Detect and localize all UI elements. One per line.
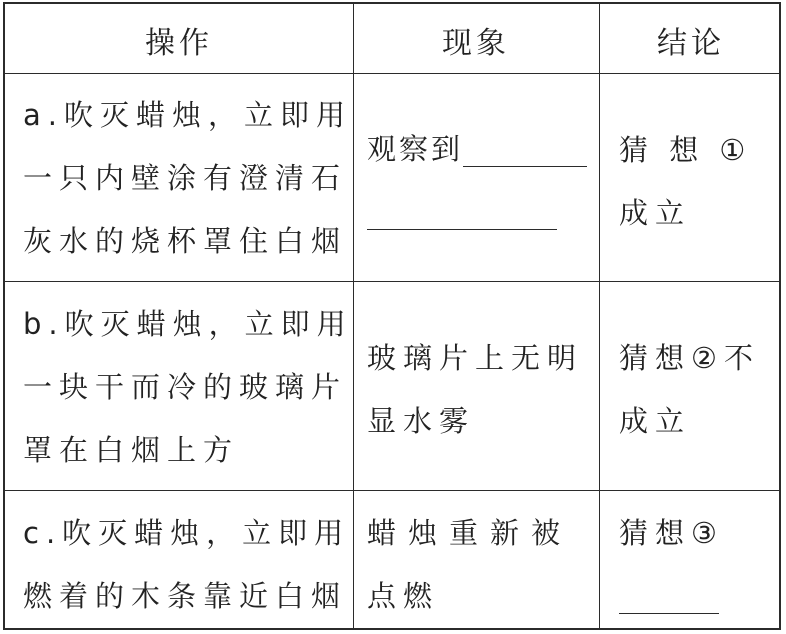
column-divider xyxy=(599,4,600,628)
conclusion-line: 猜 想 ① xyxy=(619,133,752,167)
row-a-conclusion xyxy=(619,119,751,245)
operation-line: 罩在白烟上方 xyxy=(23,433,240,467)
operation-line: b.吹灭蜡烛，立即用 xyxy=(23,307,353,341)
conclusion-line: 成立 xyxy=(619,404,692,438)
header-phenomenon: 现象 xyxy=(442,26,510,61)
row-divider xyxy=(5,281,779,282)
answer-blank xyxy=(463,126,587,167)
row-divider xyxy=(5,73,779,74)
header-operation: 操作 xyxy=(145,26,213,61)
row-divider xyxy=(5,490,779,491)
row-a-phenomenon xyxy=(367,118,587,244)
row-c-operation xyxy=(23,502,350,628)
phenomenon-line: 观察到 xyxy=(367,132,464,166)
row-b-phenomenon xyxy=(367,327,583,453)
row-b-operation xyxy=(23,293,353,482)
conclusion-line: 猜想②不 xyxy=(619,341,760,375)
operation-line: 一只内壁涂有澄清石 xyxy=(23,161,348,195)
operation-line: 灰水的烧杯罩住白烟 xyxy=(23,224,348,258)
operation-line: c.吹灭蜡烛，立即用 xyxy=(23,516,351,550)
row-b-conclusion xyxy=(619,327,760,453)
header-conclusion: 结论 xyxy=(657,26,725,61)
phenomenon-line: 显水雾 xyxy=(367,404,476,438)
operation-line: 一块干而冷的玻璃片 xyxy=(23,370,348,404)
phenomenon-line: 点燃 xyxy=(367,579,440,613)
operation-line: a.吹灭蜡烛，立即用 xyxy=(23,98,352,132)
answer-blank xyxy=(619,573,719,614)
row-a-operation xyxy=(23,84,352,273)
phenomenon-line: 蜡烛重新被 xyxy=(367,516,573,550)
conclusion-line: 成立 xyxy=(619,196,692,230)
answer-blank xyxy=(367,189,557,230)
phenomenon-line: 玻璃片上无明 xyxy=(367,341,584,375)
operation-line: 燃着的木条靠近白烟 xyxy=(23,579,348,613)
conclusion-line: 猜想③ xyxy=(619,516,724,550)
experiment-table xyxy=(3,2,781,630)
row-c-conclusion xyxy=(619,502,724,628)
column-divider xyxy=(353,4,354,628)
row-c-phenomenon xyxy=(367,502,572,628)
